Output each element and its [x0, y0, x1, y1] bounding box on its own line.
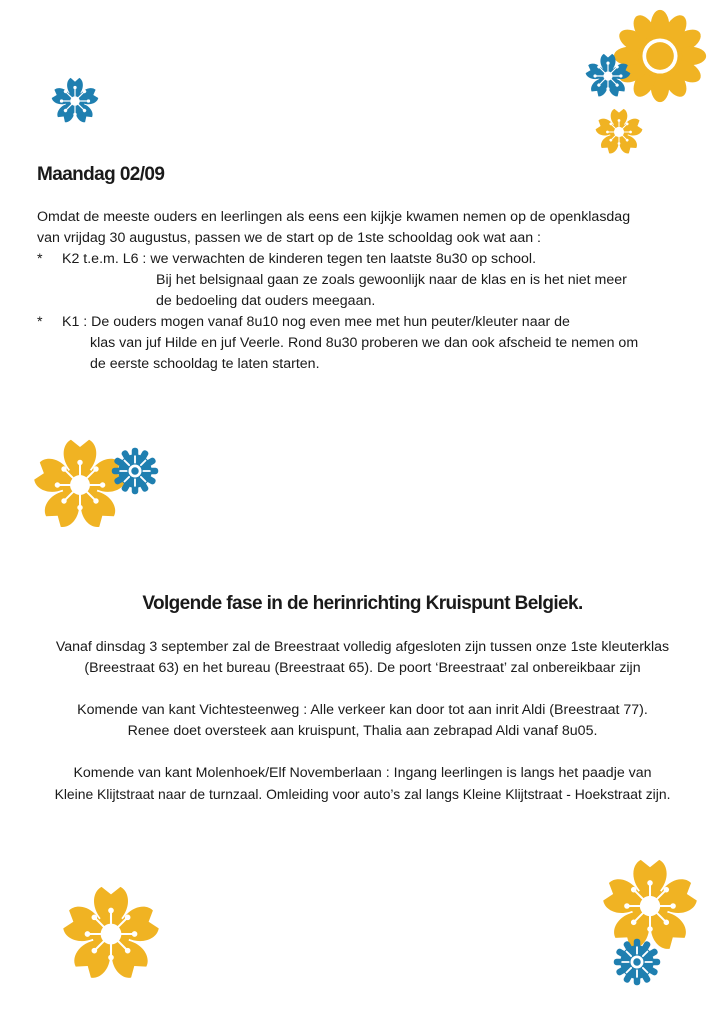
blue-flower-icon [50, 76, 100, 126]
paragraph-line: Renee doet oversteek aan kruispunt, Thalia aan zebrapad Aldi vanaf 8u05. [127, 723, 598, 739]
bullet-marker: * [37, 314, 43, 330]
blue-gear-flower-icon [611, 936, 663, 988]
k1-line: de eerste schooldag te laten starten. [90, 356, 320, 372]
blue-gear-flower-icon [109, 445, 161, 497]
bullet-marker: * [37, 251, 43, 267]
blue-flower-icon [584, 52, 632, 100]
intro-line: van vrijdag 30 augustus, passen we de start op de 1ste schooldag ook wat aan : [37, 230, 541, 246]
paragraph-line: Komende van kant Molenhoek/Elf Novemberlaan : Ingang leerlingen is langs het paadje van [73, 765, 652, 781]
k1-line: K1 : De ouders mogen vanaf 8u10 nog even mee met hun peuter/kleuter naar de [62, 314, 570, 330]
section-title-monday: Maandag 02/09 [37, 164, 165, 185]
paragraph-line: (Breestraat 63) en het bureau (Breestraat 65). De poort ‘Breestraat’ zal onbereikbaar zijn [84, 660, 641, 676]
k1-line: klas van juf Hilde en juf Veerle. Rond 8u30 proberen we dan ook afscheid te nemen om [90, 335, 639, 351]
intro-line: Omdat de meeste ouders en leerlingen als eens een kijkje kwamen nemen op de openklasdag [37, 209, 631, 225]
k2-line: K2 t.e.m. L6 : we verwachten de kinderen tegen ten laatste 8u30 op school. [62, 251, 537, 267]
k2-line: Bij het belsignaal gaan ze zoals gewoonlijk naar de klas en is het niet meer [156, 272, 627, 288]
paragraph-line: Komende van kant Vichtesteenweg : Alle verkeer kan door tot aan inrit Aldi (Breestraat 77). [77, 702, 648, 718]
paragraph-line: Kleine Klijtstraat naar de turnzaal. Omleiding voor auto’s zal langs Kleine Klijtstraat - Hoekstraat zijn. [54, 786, 671, 802]
paragraph-line: Vanaf dinsdag 3 september zal de Breestraat volledig afgesloten zijn tussen onze 1ste kleuterklas [55, 639, 670, 655]
yellow-flower-icon [595, 108, 643, 156]
yellow-flower-icon [62, 885, 160, 983]
k2-line: de bedoeling dat ouders meegaan. [156, 293, 376, 309]
section-title-kruispunt: Volgende fase in de herinrichting Kruispunt Belgiek. [142, 593, 583, 614]
